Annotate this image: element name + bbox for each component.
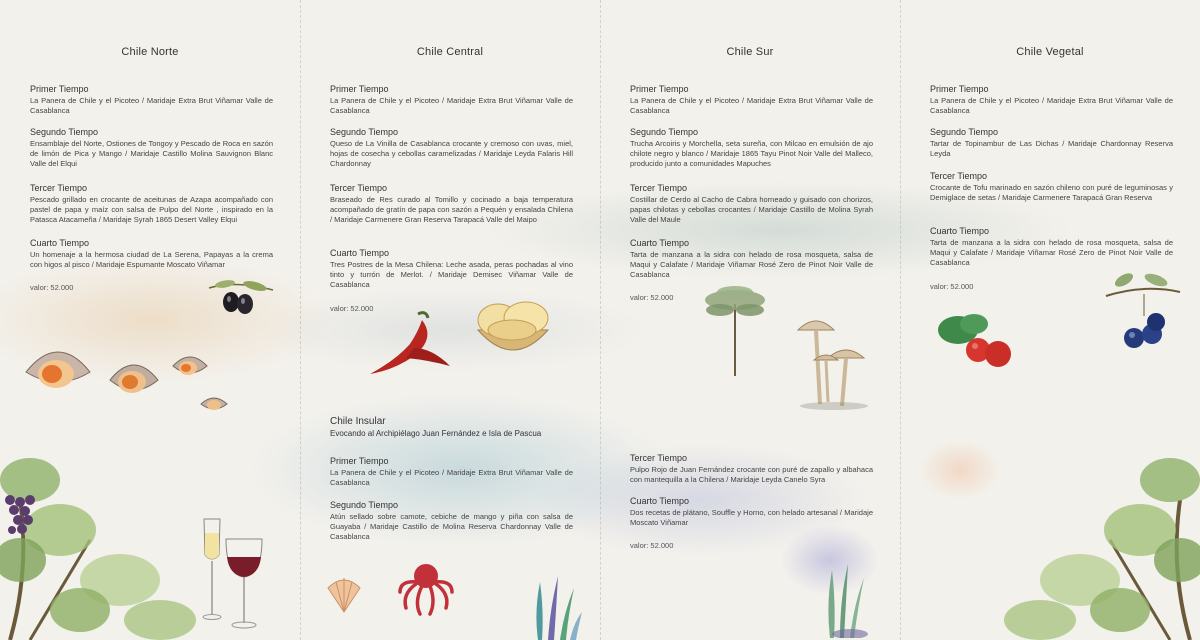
course-description: La Panera de Chile y el Picoteo / Maridaje Extra Brut Viñamar Valle de Casablanca: [930, 96, 1173, 115]
bread-basket-icon: [472, 296, 554, 366]
course-cuarto-tiempo: [30, 238, 273, 270]
tomato-icon: [934, 310, 1016, 372]
course-segundo-tiempo: [330, 127, 573, 169]
course-description: Pulpo Rojo de Juan Fernández crocante con puré de zapallo y albahaca con mantequilla a la Chilena / Maridaje Leyda Canelo Syra: [630, 465, 873, 484]
blueberries-icon: [1104, 266, 1182, 350]
course-title: Primer Tiempo: [30, 84, 89, 94]
panel-chile-central: [300, 0, 600, 640]
course-segundo-tiempo: [330, 500, 573, 542]
course-primer-tiempo: [630, 84, 873, 116]
course-title: Cuarto Tiempo: [30, 238, 90, 248]
course-title: Cuarto Tiempo: [930, 226, 990, 236]
seaweed-icon: [822, 560, 872, 638]
section-title: Chile Insular: [330, 416, 386, 427]
course-tercer-tiempo: [930, 171, 1173, 203]
chili-pepper-icon: [366, 308, 456, 378]
course-description: La Panera de Chile y el Picoteo / Maridaje Extra Brut Viñamar Valle de Casablanca: [330, 468, 573, 487]
panel-chile-vegetal: [900, 0, 1200, 640]
course-title: Segundo Tiempo: [330, 500, 399, 510]
course-description: Costillar de Cerdo al Cacho de Cabra horneado y guisado con chorizos, papas chilotas y cebollas crocantes / Maridaje Castillo de Molina Syrah Valle del Maule: [630, 195, 873, 224]
course-description: Tartar de Topinambur de Las Dichas / Maridaje Chardonnay Reserva Leyda: [930, 139, 1173, 158]
panel-title: Chile Central: [416, 46, 484, 58]
course-title: Tercer Tiempo: [630, 183, 688, 193]
course-title: Tercer Tiempo: [330, 183, 388, 193]
course-primer-tiempo: [30, 84, 273, 116]
price-label: valor: 52.000: [630, 293, 674, 302]
panel-title: Chile Vegetal: [1016, 46, 1084, 58]
course-primer-tiempo: [930, 84, 1173, 116]
course-segundo-tiempo: [630, 127, 873, 169]
course-primer-tiempo: [330, 84, 573, 116]
wine-glasses-icon: [198, 515, 268, 630]
course-description: Tarta de manzana a la sidra con helado de rosa mosqueta, salsa de Maqui y Calafate / Maridaje Viñamar Rosé Zero de Pinot Noir Valle de Casablanca: [930, 238, 1173, 267]
scallops-icon: [18, 330, 233, 425]
course-cuarto-tiempo: [930, 226, 1173, 268]
course-title: Segundo Tiempo: [330, 127, 399, 137]
panel-chile-sur: [600, 0, 900, 640]
section-chile-insular: [330, 416, 580, 439]
course-title: Primer Tiempo: [330, 84, 389, 94]
course-description: Atún sellado sobre camote, cebiche de mango y piña con salsa de Guayaba / Maridaje Castillo de Molina Reserva Chardonnay Valle de Casablanca: [330, 512, 573, 541]
panel-title: Chile Sur: [726, 46, 774, 58]
price-label: valor: 52.000: [330, 304, 374, 313]
course-title: Tercer Tiempo: [30, 183, 88, 193]
course-cuarto-tiempo: [330, 248, 573, 290]
price-label: valor: 52.000: [630, 541, 674, 550]
course-description: Crocante de Tofu marinado en sazón chileno con puré de leguminosas y Demiglace de setas / Maridaje Carmenere Tarapacá Gran Reserva: [930, 183, 1173, 202]
course-title: Primer Tiempo: [330, 456, 389, 466]
course-title: Primer Tiempo: [630, 84, 689, 94]
course-cuarto-tiempo-insular: [630, 496, 873, 528]
course-description: Pescado grillado en crocante de aceitunas de Azapa acompañado con pastel de papa y maíz con salsa de Pulpo del Norte , inspirado en la Patasca Atacameña / Maridaje Syrah 1865 Desert Valley Elqui: [30, 195, 273, 224]
course-tercer-tiempo-insular: [630, 453, 873, 485]
olives-icon: [205, 278, 277, 318]
course-description: Dos recetas de plátano, Souffle y Horno, con helado artesanal / Maridaje Moscato Viñamar: [630, 508, 873, 527]
course-description: La Panera de Chile y el Picoteo / Maridaje Extra Brut Viñamar Valle de Casablanca: [330, 96, 573, 115]
course-description: Queso de La Vinilla de Casablanca crocante y cremoso con uvas, miel, hojas de cosecha y cebollas caramelizadas / Maridaje Leyda Falaris Hill Chardonnay: [330, 139, 573, 168]
course-description: Un homenaje a la hermosa ciudad de La Serena, Papayas a la crema con higos al pisco / Maridaje Espumante Moscato Viñamar: [30, 250, 273, 269]
course-tercer-tiempo: [30, 183, 273, 225]
course-title: Cuarto Tiempo: [630, 238, 690, 248]
octopus-icon: [396, 558, 456, 618]
course-cuarto-tiempo: [630, 238, 873, 280]
panel-chile-norte: [0, 0, 300, 640]
panel-title: Chile Norte: [121, 46, 179, 58]
grapevine-icon: [0, 420, 200, 640]
grapevine-icon: [1000, 420, 1200, 640]
course-description: Braseado de Res curado al Tomillo y cocinado a baja temperatura acompañado de gratín de papa con sazón a Pequén y ensalada Chilena / Maridaje Carmenere Gran Reserva Tarapacá Valle del Maipo: [330, 195, 573, 224]
course-segundo-tiempo: [30, 127, 273, 169]
seashell-icon: [326, 574, 362, 614]
course-primer-tiempo: [330, 456, 573, 488]
course-description: Ensamblaje del Norte, Ostiones de Tongoy y Pescado de Roca en sazón de limón de Pica y Mango / Maridaje Castillo Molina Sauvignon Blanc Valle del Elqui: [30, 139, 273, 168]
course-title: Cuarto Tiempo: [330, 248, 390, 258]
section-subtitle: Evocando al Archipiélago Juan Fernández e Isla de Pascua: [330, 429, 542, 438]
course-tercer-tiempo: [330, 183, 573, 225]
course-description: Trucha Arcoiris y Morchella, seta sureña, con Milcao en emulsión de ajo chilote negro y blanco / Maridaje 1865 Tayu Pinot Noir Valle del Malleco, producido junto a comunidades Mapuches: [630, 139, 873, 168]
price-label: valor: 52.000: [930, 282, 974, 291]
araucaria-tree-icon: [700, 284, 770, 379]
course-description: La Panera de Chile y el Picoteo / Maridaje Extra Brut Viñamar Valle de Casablanca: [30, 96, 273, 115]
course-title: Cuarto Tiempo: [630, 496, 690, 506]
course-title: Primer Tiempo: [930, 84, 989, 94]
price-label: valor: 52.000: [30, 283, 74, 292]
course-description: Tres Postres de la Mesa Chilena: Leche asada, peras pochadas al vino tinto y turrón de Merlot. / Maridaje Demisec Viñamar Valle de Casablanca: [330, 260, 573, 289]
course-title: Tercer Tiempo: [930, 171, 988, 181]
course-tercer-tiempo: [630, 183, 873, 225]
seaweed-icon: [528, 572, 584, 640]
course-description: La Panera de Chile y el Picoteo / Maridaje Extra Brut Viñamar Valle de Casablanca: [630, 96, 873, 115]
course-title: Segundo Tiempo: [30, 127, 99, 137]
course-title: Segundo Tiempo: [930, 127, 999, 137]
course-description: Tarta de manzana a la sidra con helado de rosa mosqueta, salsa de Maqui y Calafate / Maridaje Viñamar Rosé Zero de Pinot Noir Valle de Casablanca: [630, 250, 873, 279]
course-segundo-tiempo: [930, 127, 1173, 159]
course-title: Tercer Tiempo: [630, 453, 688, 463]
course-title: Segundo Tiempo: [630, 127, 699, 137]
mushrooms-icon: [794, 312, 874, 412]
